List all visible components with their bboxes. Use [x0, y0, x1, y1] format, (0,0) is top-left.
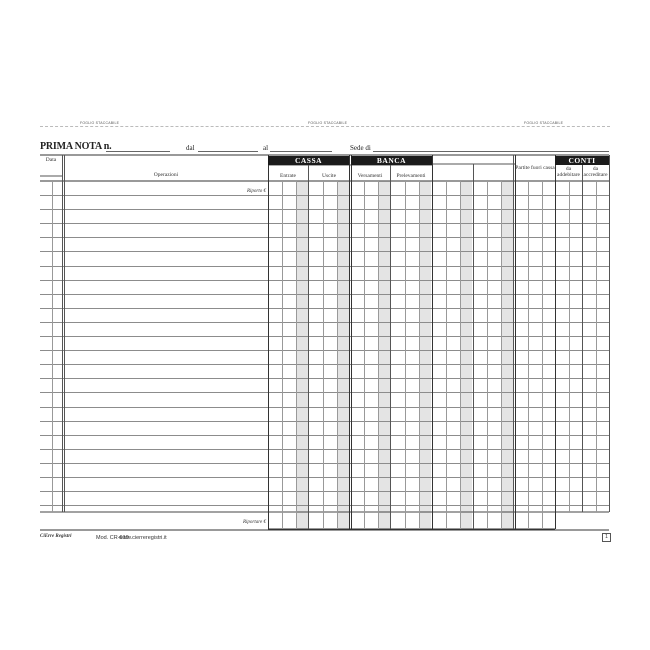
cash-in-header: Entrate: [280, 173, 296, 179]
branch-label: Sede di: [350, 144, 371, 152]
carried-in-label: Riporto €: [246, 189, 266, 194]
tear-label: FOGLIO STACCABILE: [308, 121, 348, 125]
form-title: PRIMA NOTA n.: [40, 141, 112, 152]
bank-withdrawals-header: Prelevamenti: [396, 173, 426, 179]
credit-header: [582, 166, 609, 178]
date-column-header: Data: [45, 157, 57, 163]
website-link[interactable]: www.cierreregistri.it: [119, 535, 167, 541]
credit-header-line2: accreditare: [583, 172, 608, 178]
decimal-shade: [296, 181, 308, 529]
decimal-shade: [501, 181, 513, 529]
accounts-group-header: CONTI: [555, 156, 609, 165]
credit-header-line1: da: [592, 166, 599, 172]
debit-header: [555, 166, 582, 178]
debit-header-line2: addebitare: [557, 172, 580, 178]
decimal-shade: [460, 181, 472, 529]
bank-group-header: BANCA: [351, 156, 432, 165]
tear-label: FOGLIO STACCABILE: [80, 121, 120, 125]
from-label: dal: [186, 144, 195, 152]
debit-header-line1: da: [565, 166, 572, 172]
bank-deposits-header: Versamenti: [357, 173, 383, 179]
cash-out-header: Uscite: [321, 173, 337, 179]
page-number: 1: [602, 533, 611, 542]
brand-logo: CiErre Registri: [40, 534, 72, 539]
decimal-shade: [337, 181, 349, 529]
operations-column-header: Operazioni: [153, 172, 179, 178]
model-code: Mod. CR-610: [96, 535, 129, 541]
to-label: al: [263, 144, 269, 152]
off-cash-header: Partite fuori cassa: [515, 165, 555, 171]
decimal-shade: [419, 181, 431, 529]
tear-label: FOGLIO STACCABILE: [524, 121, 564, 125]
cash-group-header: CASSA: [268, 156, 349, 165]
decimal-shade: [378, 181, 390, 529]
carried-out-label: Riportare €: [242, 520, 266, 525]
